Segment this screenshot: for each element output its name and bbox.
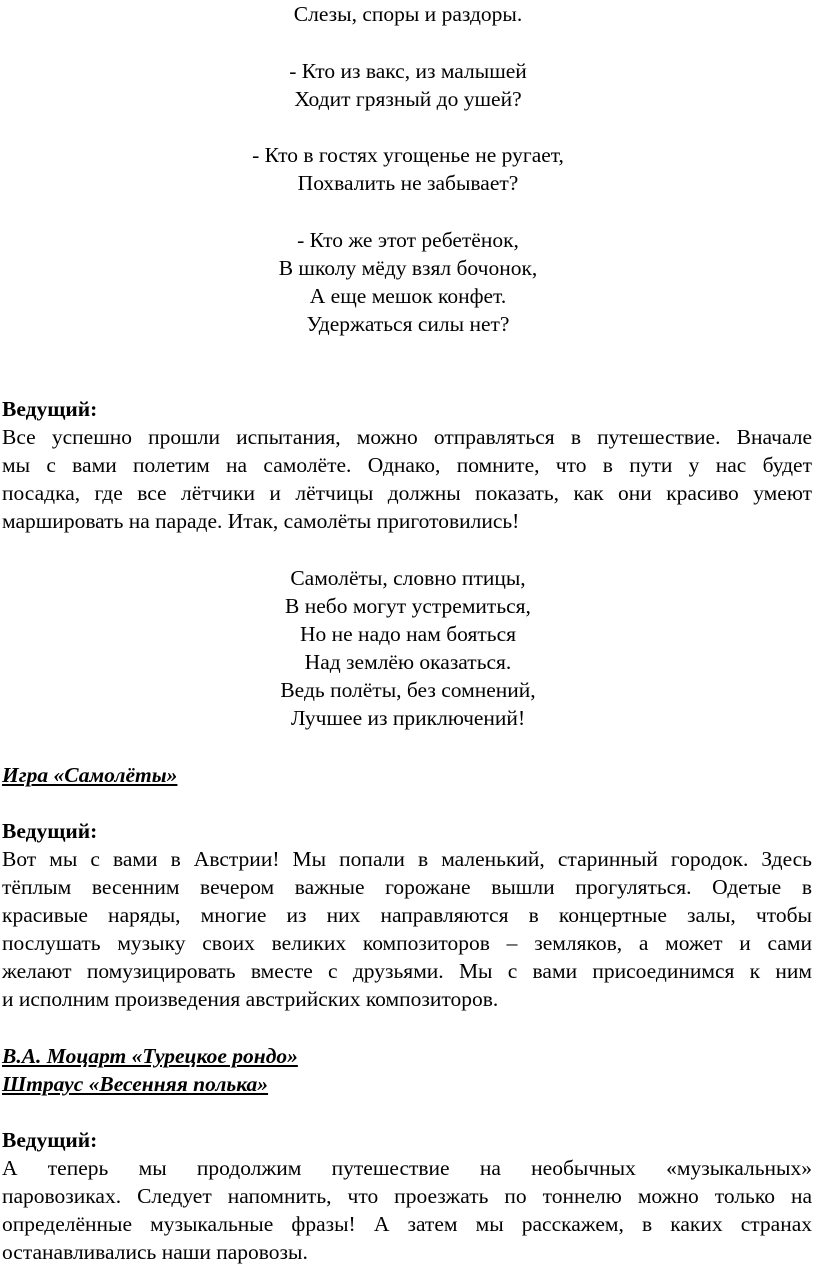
paragraph3-line-2: паровозиках. Следует напомнить, что проезжать по тоннелю можно только на: [2, 1184, 812, 1208]
poem1-line-1: Слезы, споры и раздоры.: [293, 2, 523, 26]
poem1-line-4: - Кто в гостях угощенье не ругает,: [252, 143, 564, 167]
piece-title-2: Штраус «Весенняя полька»: [2, 1072, 269, 1096]
poem2-line-1: Самолёты, словно птицы,: [290, 566, 526, 590]
poem2-line-2: В небо могут устремиться,: [285, 594, 531, 618]
paragraph2-line-4: послушать музыку своих великих композиторов – земляков, а может и сами: [2, 931, 812, 955]
poem1-line-5: Похвалить не забывает?: [297, 171, 519, 195]
paragraph1-line-3: посадка, где все лётчики и лётчицы должны показать, как они красиво умеют: [2, 481, 812, 505]
paragraph1-line-1: Все успешно прошли испытания, можно отправляться в путешествие. Вначале: [2, 425, 812, 449]
speaker-label-3: Ведущий:: [2, 1128, 98, 1152]
poem2-line-4: Над землёю оказаться.: [304, 650, 512, 674]
poem1-line-2: - Кто из вакс, из малышей: [289, 59, 527, 83]
paragraph1-line-2: мы с вами полетим на самолёте. Однако, помните, что в пути у нас будет: [2, 453, 812, 477]
game-title: Игра «Самолёты»: [2, 763, 178, 787]
poem1-line-9: Удержаться силы нет?: [306, 312, 510, 336]
speaker-label-1: Ведущий:: [2, 397, 98, 421]
piece-title-1: В.А. Моцарт «Турецкое рондо»: [2, 1044, 298, 1068]
paragraph2-line-6: и исполним произведения австрийских композиторов.: [2, 987, 499, 1011]
paragraph2-line-2: тёплым весенним вечером важные горожане вышли прогуляться. Одетые в: [2, 875, 812, 899]
paragraph1-line-4: маршировать на параде. Итак, самолёты приготовились!: [2, 509, 520, 533]
poem1-line-3: Ходит грязный до ушей?: [294, 87, 522, 111]
paragraph3-line-1: А теперь мы продолжим путешествие на необычных «музыкальных»: [2, 1156, 812, 1180]
poem2-line-5: Ведь полёты, без сомнений,: [280, 678, 536, 702]
poem1-line-7: В школу мёду взял бочонок,: [278, 256, 538, 280]
speaker-label-2: Ведущий:: [2, 819, 98, 843]
paragraph3-line-4: останавливались наши паровозы.: [2, 1240, 308, 1264]
poem2-line-3: Но не надо нам бояться: [299, 622, 517, 646]
poem1-line-8: А еще мешок конфет.: [309, 284, 507, 308]
poem2-line-6: Лучшее из приключений!: [290, 706, 526, 730]
poem1-line-6: - Кто же этот ребетёнок,: [297, 228, 519, 252]
paragraph2-line-3: красивые наряды, многие из них направляются в концертные залы, чтобы: [2, 903, 812, 927]
paragraph2-line-1: Вот мы с вами в Австрии! Мы попали в маленький, старинный городок. Здесь: [2, 847, 812, 871]
paragraph3-line-3: определённые музыкальные фразы! А затем мы расскажем, в каких странах: [2, 1212, 812, 1236]
paragraph2-line-5: желают помузицировать вместе с друзьями. Мы с вами присоединимся к ним: [2, 959, 812, 983]
